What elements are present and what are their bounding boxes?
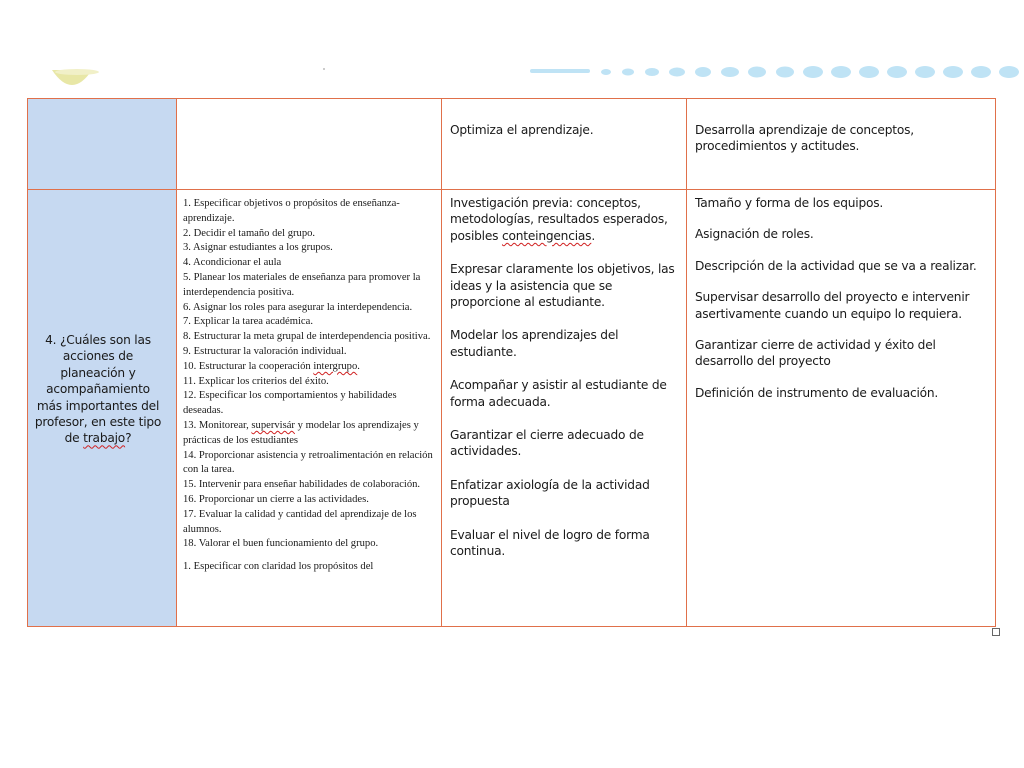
steps-list bbox=[177, 190, 441, 575]
list-item: 17. Evaluar la calidad y cantidad del aprendizaje de los alumnos. bbox=[183, 508, 417, 535]
list-item: 3. Asignar estudiantes a los grupos. bbox=[183, 242, 333, 254]
list-item: 1. Especificar con claridad los propósitos del bbox=[183, 561, 374, 573]
list-item: 1. Especificar objetivos o propósitos de enseñanza-aprendizaje. bbox=[183, 198, 400, 224]
list-item: Descripción de la actividad que se va a realizar. bbox=[695, 258, 977, 273]
criteria-list bbox=[687, 190, 995, 401]
speck bbox=[323, 68, 325, 70]
row1-col4-text: Desarrolla aprendizaje de conceptos, procedimientos y actitudes. bbox=[695, 123, 914, 154]
list-item: 12. Especificar los comportamientos y habilidades deseadas. bbox=[183, 390, 397, 417]
list-item: 5. Planear los materiales de enseñanza para promover la interdependencia positiva. bbox=[183, 271, 421, 298]
list-item: 18. Valorar el buen funcionamiento del grupo. bbox=[183, 538, 379, 550]
list-item: Garantizar el cierre adecuado de actividades. bbox=[450, 428, 644, 459]
question-cell bbox=[28, 190, 177, 627]
list-item: 7. Explicar la tarea académica. bbox=[183, 316, 313, 328]
list-item: Acompañar y asistir al estudiante de forma adecuada. bbox=[450, 378, 667, 409]
row1-col3-text: Optimiza el aprendizaje. bbox=[450, 123, 594, 137]
row1-col3-cell bbox=[442, 99, 687, 190]
list-item: Supervisar desarrollo del proyecto e intervenir asertivamente cuando un equipo lo requiera. bbox=[695, 290, 970, 321]
list-item: 15. Intervenir para enseñar habilidades de colaboración. bbox=[183, 479, 421, 491]
table-resize-handle[interactable] bbox=[992, 628, 1000, 636]
list-item: Definición de instrumento de evaluación. bbox=[695, 385, 939, 400]
list-item: Evaluar el nivel de logro de forma continua. bbox=[450, 527, 650, 559]
list-item: 4. Acondicionar el aula bbox=[183, 257, 282, 269]
actions-cell bbox=[442, 190, 687, 627]
list-item: 9. Estructurar la valoración individual. bbox=[183, 345, 347, 357]
list-item: Modelar los aprendizajes del estudiante. bbox=[450, 328, 619, 359]
list-item: 10. Estructurar la cooperación intergrupo. bbox=[183, 360, 360, 372]
table-row bbox=[28, 190, 996, 627]
table-row bbox=[28, 99, 996, 190]
criteria-cell bbox=[687, 190, 996, 627]
header-decoration bbox=[0, 0, 1024, 95]
list-item: 6. Asignar los roles para asegurar la interdependencia. bbox=[183, 301, 413, 313]
steps-cell bbox=[177, 190, 442, 627]
list-item: 8. Estructurar la meta grupal de interdependencia positiva. bbox=[183, 331, 431, 343]
yellow-leaf-highlight bbox=[55, 69, 99, 75]
row1-col4-cell bbox=[687, 99, 996, 190]
row1-label-cell bbox=[28, 99, 177, 190]
list-item: 2. Decidir el tamaño del grupo. bbox=[183, 227, 316, 239]
list-item: 16. Proporcionar un cierre a las actividades. bbox=[183, 493, 369, 505]
list-item: Asignación de roles. bbox=[695, 227, 814, 242]
list-item: Garantizar cierre de actividad y éxito del desarrollo del proyecto bbox=[695, 338, 936, 369]
list-item: 13. Monitorear, supervisár y modelar los aprendizajes y prácticas de los estudiantes bbox=[183, 419, 419, 446]
list-item: Investigación previa: conceptos, metodologías, resultados esperados, posibles conteingencias. bbox=[450, 196, 668, 243]
list-item: Expresar claramente los objetivos, las ideas y la asistencia que se proporcione al estudiante. bbox=[450, 262, 675, 310]
actions-list bbox=[442, 190, 686, 560]
content-table bbox=[27, 98, 996, 627]
blue-dot-strip bbox=[530, 66, 1019, 78]
list-item: Enfatizar axiología de la actividad propuesta bbox=[450, 477, 650, 509]
question-text: 4. ¿Cuáles son las acciones de planeación y acompañamiento más importantes del profesor, en este tipo de trabajo? bbox=[34, 333, 162, 446]
list-item: Tamaño y forma de los equipos. bbox=[695, 196, 884, 210]
list-item: 11. Explicar los criterios del éxito. bbox=[183, 375, 329, 387]
row1-empty-cell bbox=[177, 99, 442, 190]
list-item: 14. Proporcionar asistencia y retroalimentación en relación con la tarea. bbox=[183, 449, 433, 476]
